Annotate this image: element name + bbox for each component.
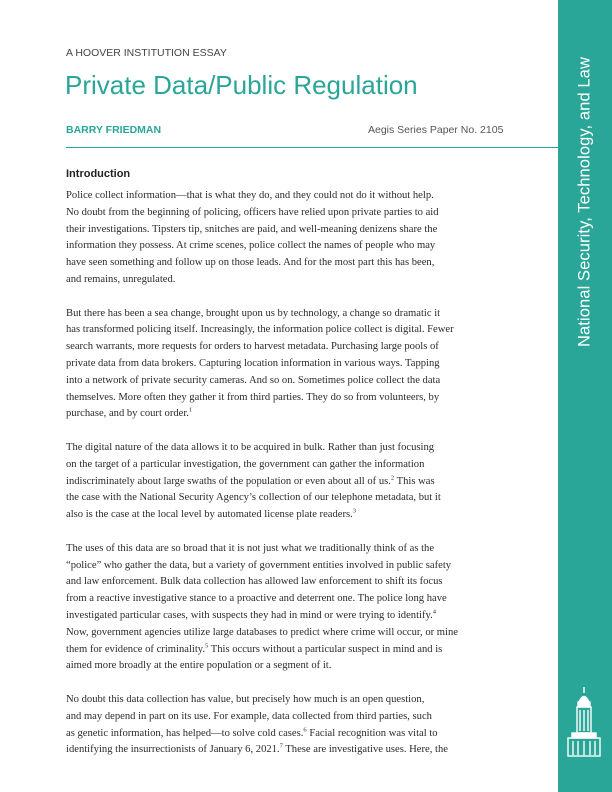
text-line: their investigations. Tipsters tip, snitches are paid, and well-meaning denizens share the [66,223,438,235]
section-heading: Introduction [66,168,131,180]
text-line: and may depend in part on its use. For example, data collected from third parties, such [66,710,432,722]
series-title-vertical: National Security, Technology, and Law [575,57,594,347]
page-title: Private Data/Public Regulation [65,70,418,100]
text-line [66,726,492,743]
text-run: investigated particular cases, with suspects they had in mind or were trying to identify. [66,609,433,621]
text-line: the case with the National Security Agency’s collection of our telephone metadata, but it [66,492,441,504]
body-text [66,188,492,776]
footnote-ref-6[interactable]: 6 [303,725,307,733]
text-line [66,742,492,759]
text-run: also is the case at the local level by automated license plate readers. [66,509,353,521]
text-run: This was [394,475,435,487]
footnote-ref-2[interactable]: 2 [390,474,395,482]
text-line: into a network of private security cameras. And so on. Sometimes police collect the data [66,374,441,386]
text-line: have seen something and follow up on those leads. And for the most part this has been, [66,257,435,269]
text-line [66,474,492,491]
essay-kicker: A HOOVER INSTITUTION ESSAY [66,47,227,59]
text-line: aimed more broadly at the entire population or a segment of it. [66,660,332,672]
text-line: No doubt this data collection has value, but precisely how much is an open question, [66,693,425,705]
text-line [66,642,492,659]
text-run: This occurs without a particular suspect in mind and is [208,643,443,655]
text-line: search warrants, more requests for orders to harvest metadata. Purchasing large pools of [66,341,439,353]
hoover-tower-icon [566,686,602,758]
paragraph-5 [66,692,492,759]
text-run: them for evidence of criminality. [66,643,206,655]
text-line: has transformed policing itself. Increasingly, the information police collect is digital. Fewer [66,324,454,336]
text-line: But there has been a sea change, brought upon us by technology, a change so dramatic it [66,307,441,319]
text-run: identifying the insurrectionists of January 6, 2021. [66,744,280,756]
text-line: Now, government agencies utilize large databases to predict where crime will occur, or mine [66,626,458,638]
text-line: The uses of this data are so broad that it is not just what we traditionally think of as the [66,542,435,554]
text-run: These are investigative uses. Here, the [282,744,448,756]
footnote-ref-5[interactable]: 5 [205,641,209,649]
paragraph-3 [66,440,492,524]
text-line [66,406,492,423]
text-line: private data from data brokers. Capturing location information in various ways. Tapping [66,357,440,369]
paragraph-2 [66,306,492,424]
text-run: purchase, and by court order. [66,408,189,420]
footnote-ref-4[interactable]: 4 [432,608,437,616]
text-line: from a reactive investigative stance to a proactive and deterrent one. The police long have [66,593,447,605]
footnote-ref-3[interactable]: 3 [352,507,357,515]
header-divider [66,147,558,148]
text-line: “police” who gather the data, but a variety of government entities involved in public safety [66,559,452,571]
text-line: No doubt from the beginning of policing, officers have relied upon private parties to aid [66,206,439,218]
series-number: Aegis Series Paper No. 2105 [368,124,504,136]
text-line [66,608,492,625]
paragraph-1 [66,188,492,289]
text-run: indiscriminately about large swaths of the population or even about all of us. [66,475,391,487]
text-run: Facial recognition was vital to [306,727,438,739]
text-line: and law enforcement. Bulk data collection has allowed law enforcement to shift its focus [66,576,443,588]
text-line: themselves. More often they gather it from third parties. They do so from volunteers, by [66,391,440,403]
text-line [66,507,492,524]
footnote-ref-7[interactable]: 7 [279,742,283,750]
author-name: BARRY FRIEDMAN [66,124,162,136]
text-line: The digital nature of the data allows it to be acquired in bulk. Rather than just focusing [66,441,435,453]
text-line: and remains, unregulated. [66,273,176,285]
paragraph-4 [66,541,492,675]
footnote-ref-1[interactable]: 1 [188,406,193,414]
text-run: as genetic information, has helped—to solve cold cases. [66,727,304,739]
text-line: on the target of a particular investigation, the government can gather the information [66,458,425,470]
text-line: Police collect information—that is what they do, and they could not do it without help. [66,190,434,201]
text-line: information they possess. At crime scenes, police collect the names of people who may [66,240,436,252]
